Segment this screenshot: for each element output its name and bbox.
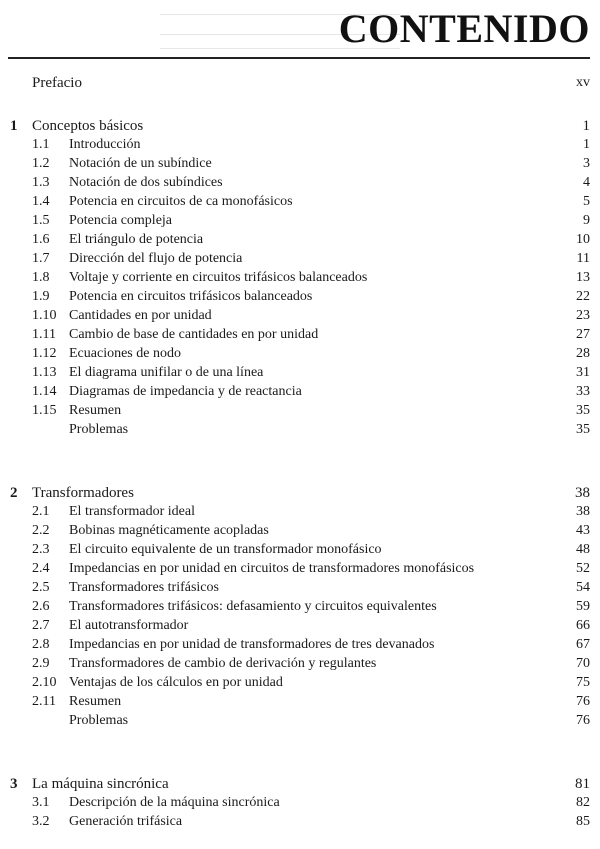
section-title: El transformador ideal	[69, 504, 195, 519]
section-title: Cantidades en por unidad	[69, 308, 212, 323]
section-number: 2.1	[32, 504, 50, 519]
chapter-number: 1	[10, 118, 18, 134]
section-title: Ventajas de los cálculos en por unidad	[69, 675, 283, 690]
section-page: 3	[583, 156, 590, 171]
section-title: El diagrama unifilar o de una línea	[69, 365, 264, 380]
section-title: Impedancias en por unidad en circuitos de transformadores monofásicos	[69, 561, 475, 576]
section-title: El triángulo de potencia	[69, 232, 204, 247]
section-page: 23	[576, 308, 590, 323]
chapter-page: 38	[575, 485, 590, 501]
section-number: 2.10	[32, 675, 57, 690]
toc-section[interactable]	[0, 345, 600, 363]
page-title: CONTENIDO	[338, 6, 590, 51]
section-page: 67	[576, 637, 590, 652]
toc-section[interactable]	[0, 522, 600, 540]
section-number: 2.3	[32, 542, 50, 557]
section-page: 31	[576, 365, 590, 380]
chapter-page: 1	[582, 118, 590, 134]
section-page: 75	[576, 675, 590, 690]
section-page: 35	[576, 403, 590, 418]
section-page: 38	[576, 504, 590, 519]
toc-section[interactable]	[0, 674, 600, 692]
section-page: 27	[576, 327, 590, 342]
section-number: 1.11	[32, 327, 56, 342]
section-number: 2.5	[32, 580, 50, 595]
toc-section[interactable]	[0, 402, 600, 420]
section-title: Resumen	[69, 403, 122, 418]
section-page: 76	[576, 694, 590, 709]
section-page: 43	[576, 523, 590, 538]
section-title: El autotransformador	[69, 618, 189, 633]
section-title: Diagramas de impedancia y de reactancia	[69, 384, 302, 399]
toc-section[interactable]	[0, 579, 600, 597]
chapter-title: Transformadores	[32, 485, 134, 501]
chapter-number: 3	[10, 776, 18, 792]
section-title: Generación trifásica	[69, 814, 183, 829]
toc-section[interactable]	[0, 636, 600, 654]
section-number: 1.6	[32, 232, 50, 247]
chapter-title: Conceptos básicos	[32, 118, 144, 134]
section-page: 82	[576, 795, 590, 810]
section-title: Notación de dos subíndices	[69, 175, 223, 190]
toc-section[interactable]	[0, 307, 600, 325]
toc-section[interactable]	[0, 383, 600, 401]
toc-section[interactable]	[0, 712, 600, 730]
section-title: Bobinas magnéticamente acopladas	[69, 523, 269, 538]
section-page: 11	[576, 251, 590, 266]
toc-section[interactable]	[0, 560, 600, 578]
toc-section[interactable]	[0, 231, 600, 249]
section-title: Impedancias en por unidad de transformadores de tres devanados	[69, 637, 435, 652]
section-title: Introducción	[69, 137, 141, 152]
section-number: 2.4	[32, 561, 50, 576]
section-number: 1.15	[32, 403, 57, 418]
section-title: Potencia compleja	[69, 213, 173, 228]
section-number: 1.13	[32, 365, 57, 380]
section-number: 2.9	[32, 656, 50, 671]
section-number: 1.10	[32, 308, 57, 323]
section-title: Potencia en circuitos de ca monofásicos	[69, 194, 293, 209]
section-number: 2.11	[32, 694, 56, 709]
section-number: 1.8	[32, 270, 50, 285]
section-page: 5	[583, 194, 590, 209]
toc-section[interactable]	[0, 794, 600, 812]
section-page: 52	[576, 561, 590, 576]
section-number: 3.2	[32, 814, 50, 829]
toc-entry-preface[interactable]	[0, 74, 600, 92]
section-title: Notación de un subíndice	[69, 156, 212, 171]
toc-section[interactable]	[0, 813, 600, 831]
section-title: Dirección del flujo de potencia	[69, 251, 243, 266]
section-number: 2.6	[32, 599, 50, 614]
toc-section[interactable]	[0, 288, 600, 306]
section-page: 33	[576, 384, 590, 399]
section-page: 85	[576, 814, 590, 829]
section-number: 3.1	[32, 795, 50, 810]
title-divider	[8, 57, 590, 59]
section-title: Problemas	[69, 713, 129, 728]
section-number: 1.7	[32, 251, 50, 266]
section-page: 13	[576, 270, 590, 285]
toc-entry-page: xv	[576, 75, 590, 90]
toc-entry-title: Prefacio	[32, 75, 82, 91]
toc-chapter-1[interactable]	[0, 117, 600, 135]
toc-section[interactable]	[0, 155, 600, 173]
section-page: 48	[576, 542, 590, 557]
section-title: Descripción de la máquina sincrónica	[69, 795, 280, 810]
toc-section[interactable]	[0, 193, 600, 211]
toc-section[interactable]	[0, 364, 600, 382]
section-number: 1.12	[32, 346, 57, 361]
toc-section[interactable]	[0, 421, 600, 439]
section-number: 1.14	[32, 384, 57, 399]
toc-section[interactable]	[0, 174, 600, 192]
section-page: 66	[576, 618, 590, 633]
toc-section[interactable]	[0, 250, 600, 268]
section-number: 1.3	[32, 175, 50, 190]
section-title: Problemas	[69, 422, 129, 437]
section-page: 22	[576, 289, 590, 304]
section-page: 1	[583, 137, 590, 152]
section-page: 4	[583, 175, 590, 190]
section-title: El circuito equivalente de un transformador monofásico	[69, 542, 382, 557]
section-page: 35	[576, 422, 590, 437]
chapter-title: La máquina sincrónica	[32, 776, 169, 792]
toc-section[interactable]	[0, 693, 600, 711]
toc-chapter-3[interactable]	[0, 775, 600, 793]
section-page: 70	[576, 656, 590, 671]
section-number: 1.4	[32, 194, 50, 209]
toc-section[interactable]	[0, 136, 600, 154]
toc-section[interactable]	[0, 541, 600, 559]
section-number: 1.5	[32, 213, 50, 228]
toc-section[interactable]	[0, 269, 600, 287]
section-number: 2.7	[32, 618, 50, 633]
chapter-page: 81	[575, 776, 590, 792]
section-number: 1.2	[32, 156, 50, 171]
section-title: Potencia en circuitos trifásicos balanceados	[69, 289, 313, 304]
section-title: Ecuaciones de nodo	[69, 346, 181, 361]
section-page: 28	[576, 346, 590, 361]
toc-section[interactable]	[0, 212, 600, 230]
section-number: 2.8	[32, 637, 50, 652]
toc-section[interactable]	[0, 598, 600, 616]
section-title: Voltaje y corriente en circuitos trifásicos balanceados	[69, 270, 368, 285]
section-title: Transformadores trifásicos: defasamiento y circuitos equivalentes	[69, 599, 437, 614]
toc-section[interactable]	[0, 503, 600, 521]
section-number: 1.9	[32, 289, 50, 304]
section-number: 1.1	[32, 137, 50, 152]
section-title: Cambio de base de cantidades en por unidad	[69, 327, 319, 342]
section-page: 59	[576, 599, 590, 614]
section-page: 76	[576, 713, 590, 728]
toc-chapter-2[interactable]	[0, 484, 600, 502]
chapter-number: 2	[10, 485, 18, 501]
section-title: Resumen	[69, 694, 122, 709]
section-page: 9	[583, 213, 590, 228]
toc-section[interactable]	[0, 326, 600, 344]
section-number: 2.2	[32, 523, 50, 538]
section-page: 10	[576, 232, 590, 247]
section-title: Transformadores de cambio de derivación y regulantes	[69, 656, 377, 671]
section-page: 54	[576, 580, 590, 595]
section-title: Transformadores trifásicos	[69, 580, 219, 595]
toc-section[interactable]	[0, 617, 600, 635]
toc-section[interactable]	[0, 655, 600, 673]
